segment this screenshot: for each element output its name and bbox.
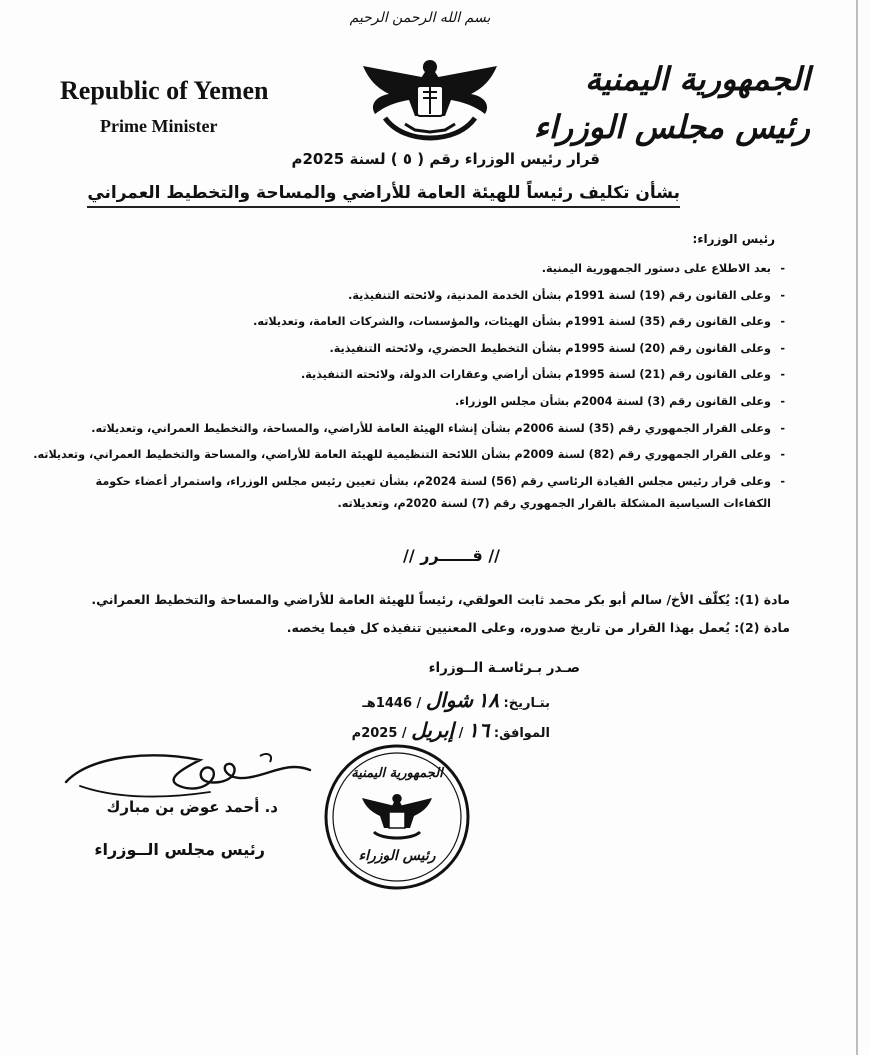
seal-text-top: الجمهورية اليمنية	[351, 766, 443, 781]
issued-at: صـدر بـرئاسـة الــوزراء	[428, 660, 580, 676]
preamble-label: رئيس الوزراء:	[692, 232, 775, 246]
page-edge-line	[856, 0, 858, 1055]
article-1: مادة (1): يُكلّف الأخ/ سالم أبو بكر محمد ثابت العولقي، رئيساً للهيئة العامة للأراضي والمساحة والتخطيط العمراني.	[91, 592, 790, 607]
gregorian-day: ١٦	[467, 718, 490, 742]
recital-item: - وعلى القانون رقم (21) لسنة 1995م بشأن أراضي وعقارات الدولة، ولائحته التنفيذية.	[45, 362, 785, 389]
yemen-eagle-emblem-icon	[355, 56, 505, 146]
recital-item: - وعلى القرار الجمهوري رقم (35) لسنة 2006م بشأن إنشاء الهيئة العامة للأراضي، والمساحة، والتخطيط العمراني، وتعديلاته.	[45, 416, 785, 443]
country-name-en: Republic of Yemen	[60, 76, 269, 105]
office-name-en: Prime Minister	[100, 116, 218, 136]
decree-heading: // قــــــرر //	[403, 546, 500, 565]
hijri-date: بتـاريخ: ١٨ شوال / 1446هـ	[362, 688, 550, 712]
gregorian-date: الموافق: ١٦ / إبريل / 2025م	[351, 718, 550, 742]
gregorian-month: إبريل	[411, 718, 455, 742]
signatory-name: د. أحمد عوض بن مبارك	[106, 798, 278, 816]
office-name-ar: رئيس مجلس الوزراء	[533, 108, 810, 146]
recital-item: - وعلى القانون رقم (35) لسنة 1991م بشأن الهيئات، والمؤسسات، والشركات العامة، وتعديلاته.	[45, 309, 785, 336]
recital-item: - وعلى القانون رقم (3) لسنة 2004م بشأن مجلس الوزراء.	[45, 389, 785, 416]
recitals-list	[33, 256, 785, 515]
bismillah-heading: بسم الله الرحمن الرحيم	[349, 10, 491, 26]
hijri-date-label: بتـاريخ:	[503, 696, 550, 711]
seal-ring-icon	[322, 742, 472, 892]
hijri-year: 1446هـ	[362, 696, 412, 711]
hijri-day: ١٨	[477, 688, 500, 712]
recital-item: - وعلى القانون رقم (19) لسنة 1991م بشأن الخدمة المدنية، ولائحته التنفيذية.	[45, 283, 785, 310]
article-2: مادة (2): يُعمل بهذا القرار من تاريخ صدوره، وعلى المعنيين تنفيذه كل فيما يخصه.	[286, 620, 790, 635]
decree-title: قرار رئيس الوزراء رقم ( ٥ ) لسنة 2025م	[291, 150, 600, 168]
country-name-ar: الجمهورية اليمنية	[585, 60, 810, 98]
gregorian-year: 2025م	[351, 726, 398, 741]
recital-item: - وعلى قرار رئيس مجلس القيادة الرئاسي رقم (56) لسنة 2024م، بشأن تعيين رئيس مجلس الوزراء، واستمرار أعضاء حكومة الكفاءات السياسية المشكلة بالقرار الجمهوري رقم (7) لسنة 2020م، وتعديلاته.	[45, 469, 785, 515]
hijri-month: شوال	[425, 688, 473, 712]
decree-subject: بشأن تكليف رئيساً للهيئة العامة للأراضي والمساحة والتخطيط العمراني	[87, 183, 680, 208]
recital-item: - وعلى القانون رقم (20) لسنة 1995م بشأن التخطيط الحضري، ولائحته التنفيذية.	[45, 336, 785, 363]
recital-item: - وعلى القرار الجمهوري رقم (82) لسنة 2009م بشأن اللائحة التنظيمية للهيئة العامة للأراضي، والمساحة والتخطيط العمراني، وتعديلاته.	[45, 442, 785, 469]
seal-text-bottom: رئيس الوزراء	[358, 848, 436, 864]
official-seal	[322, 742, 472, 892]
signatory-title: رئيس مجلس الــوزراء	[94, 840, 265, 859]
gregorian-date-label: الموافق:	[493, 726, 550, 741]
recital-item: - بعد الاطلاع على دستور الجمهورية اليمنية.	[45, 256, 785, 283]
